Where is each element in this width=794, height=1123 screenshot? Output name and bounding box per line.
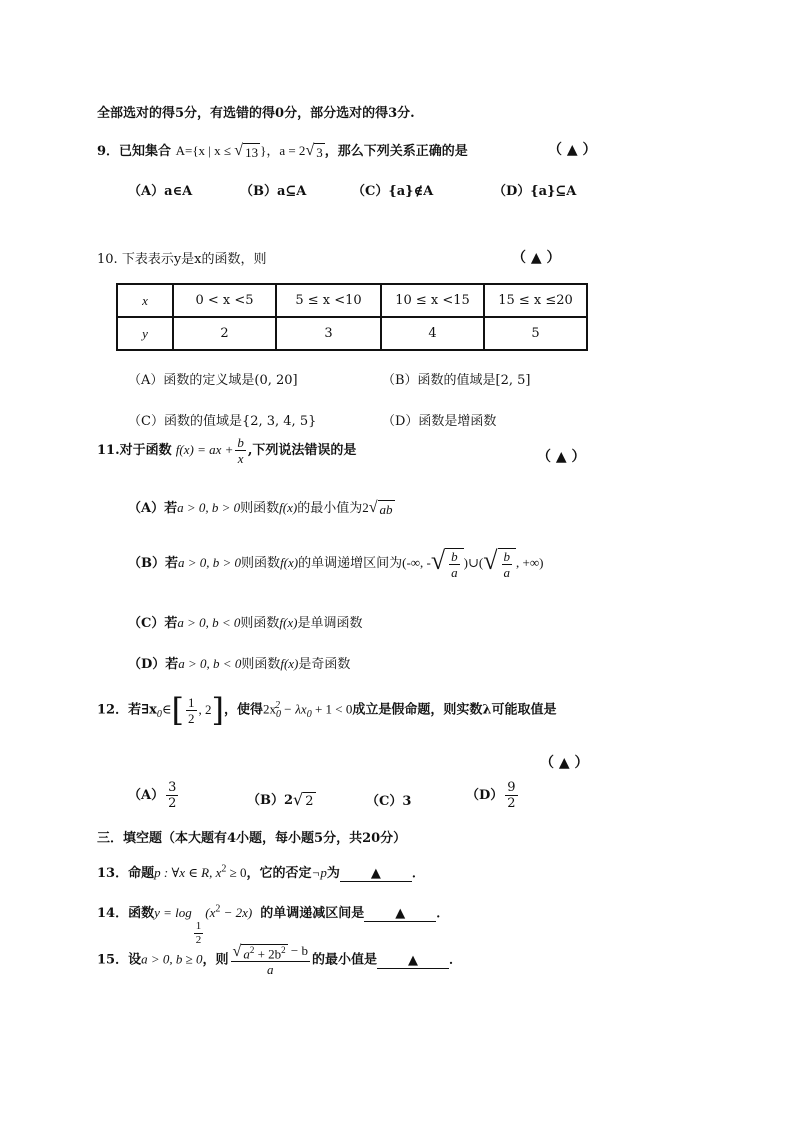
sqrt-2: √ 2 (293, 790, 314, 809)
answer-blank-q15[interactable]: ▲ (377, 953, 449, 969)
table-cell: 5 ≤ x <10 (276, 284, 381, 317)
answer-blank-q13[interactable]: ▲ (340, 866, 412, 882)
q11-option-d: （D）若a > 0, b < 0则函数f(x)是奇函数 (128, 656, 351, 672)
q9-option-d: （D）{a}⊆A (493, 184, 577, 199)
table-cell: x (117, 284, 173, 317)
question-11-stem: 11.对于函数 f(x) = ax + $\frac{b}{x}$ ,下列说法错误的是 (97, 435, 357, 466)
q11-option-a: （A）若a > 0, b > 0则函数f(x)的最小值为2 √ ab (128, 498, 393, 517)
table-cell: 4 (381, 317, 484, 350)
table-cell: y (117, 317, 173, 350)
sqrt-b-over-a-2: √ $\frac{b}{a}$ (483, 548, 516, 579)
q10-option-c: （C）函数的值域是{2, 3, 4, 5} (128, 414, 317, 429)
header-line: 全部选对的得5分，有选错的得0分，部分选对的得3分. (97, 106, 415, 121)
answer-mark-q9: （ ▲ ） (548, 142, 597, 158)
table-cell: 5 (484, 317, 587, 350)
q11-option-b: （B）若a > 0, b > 0则函数f(x)的单调递增区间为(-∞, - √ $\frac{b}{a}$ )∪( √ $\frac{b}{a}$ , +∞) (128, 546, 544, 580)
q12-option-d: （D） $\frac{9}{2}$ (466, 780, 516, 811)
table-cell: 15 ≤ x ≤20 (484, 284, 587, 317)
fraction-expression: √ $a^2 + 2b^2$ − b a (232, 943, 309, 978)
question-12-stem: 12．若$\exists x_0\in$ [ $\frac{1}{2}$ , 2 ] ，使得$2x_0^2 - \lambda x_0 + 1 < 0$成立是假命题，则实数λ可能取值是 (97, 691, 557, 729)
question-9-stem: 9．已知集合 A={x | x ≤ √ 13 }，a = 2 √ 3 ，那么下列关系正确的是 (97, 142, 468, 161)
sqrt-b-over-a: √ $\frac{b}{a}$ (431, 548, 464, 579)
q11-option-c: （C）若a > 0, b < 0则函数f(x)是单调函数 (128, 615, 363, 631)
question-15: 15．设a > 0, b ≥ 0，则 √ $a^2 + 2b^2$ − b a 的最小值是 ▲ ． (97, 943, 463, 978)
table-cell: 0 < x <5 (173, 284, 276, 317)
q12-option-b: （B）2 √ 2 (247, 790, 314, 809)
q9-option-a: （A）a∈A (128, 184, 193, 199)
function-table (116, 283, 588, 351)
question-14: 14．函数y = log $\frac{1}{2}$ $(x^2 - 2x)$ 的单调递减区间是 ▲ ． (97, 903, 450, 946)
section-3-heading: 三．填空题（本大题有4小题，每小题5分，共20分） (97, 831, 407, 846)
q10-option-a: （A）函数的定义域是(0, 20] (128, 373, 298, 388)
q10-option-d: （D）函数是增函数 (382, 414, 497, 429)
answer-blank-q14[interactable]: ▲ (364, 906, 436, 922)
q9-option-b: （B）a⊆A (240, 184, 307, 199)
q12-option-c: （C）3 (366, 794, 412, 809)
fraction-b-over-x: $\frac{b}{x}$ (237, 435, 244, 466)
table-cell: 3 (276, 317, 381, 350)
sqrt-13: √ 13 (234, 142, 259, 161)
table-row-y (117, 317, 587, 350)
question-10-stem: 10. 下表表示y是x的函数，则 (97, 252, 267, 267)
sqrt-3: √ 3 (305, 142, 323, 161)
interval-bracket: [ $\frac{1}{2}$ , 2 ] (171, 691, 224, 729)
table-cell: 2 (173, 317, 276, 350)
sqrt-ab: √ ab (368, 498, 393, 517)
q10-option-b: （B）函数的值域是[2, 5] (382, 373, 531, 388)
q12-option-a: （A） $\frac{3}{2}$ (128, 780, 177, 811)
answer-mark-q11: （ ▲ ） (537, 449, 586, 465)
question-13: 13．命题p : ∀x ∈ R, $x^2 \ge 0$，它的否定¬p为 ▲ ． (97, 863, 425, 881)
table-row-x (117, 284, 587, 317)
q9-option-c: （C）{a}∉A (352, 184, 434, 199)
answer-mark-q10: （ ▲ ） (512, 250, 561, 266)
log-base: $\frac{1}{2}$ (195, 920, 202, 946)
table-cell: 10 ≤ x <15 (381, 284, 484, 317)
answer-mark-q12: （ ▲ ） (540, 755, 589, 771)
